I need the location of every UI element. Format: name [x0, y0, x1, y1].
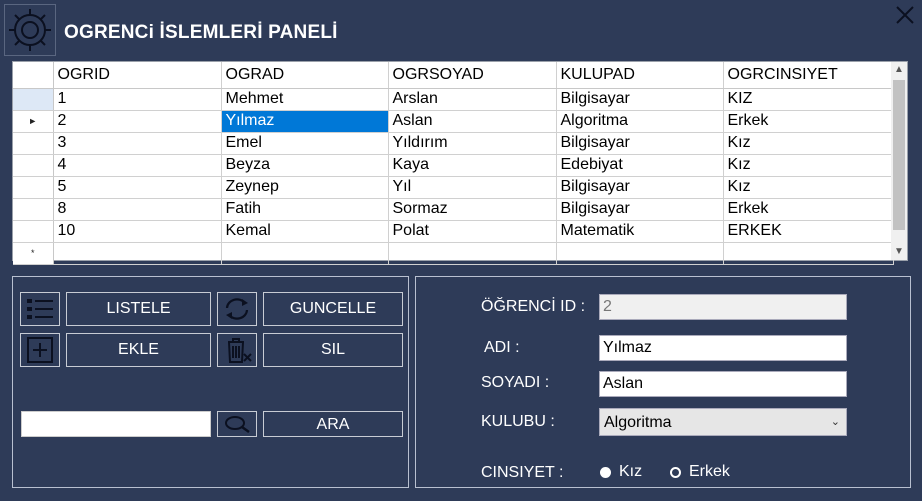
table-cell[interactable]: 10 [53, 220, 221, 242]
table-cell[interactable]: Kız [723, 154, 893, 176]
close-icon[interactable] [894, 4, 916, 26]
row-header[interactable] [13, 154, 53, 176]
search-input[interactable] [21, 411, 211, 437]
scrollbar-thumb[interactable] [893, 80, 905, 230]
club-label: KULUBU : [481, 413, 555, 430]
gender-radio-female[interactable] [600, 463, 642, 481]
delete-button[interactable]: SIL [263, 333, 403, 367]
row-header[interactable] [13, 176, 53, 198]
students-data-grid[interactable] [12, 61, 908, 261]
table-cell[interactable]: 1 [53, 88, 221, 110]
table-cell[interactable] [53, 242, 221, 264]
table-cell[interactable]: Matematik [556, 220, 723, 242]
table-cell[interactable]: Kız [723, 132, 893, 154]
app-logo-gear-icon [4, 4, 56, 56]
refresh-icon[interactable] [217, 292, 257, 326]
table-cell-selected[interactable]: Yılmaz [221, 110, 388, 132]
table-cell[interactable]: Mehmet [221, 88, 388, 110]
table-cell[interactable]: ERKEK [723, 220, 893, 242]
gender-label: CINSIYET : [481, 464, 564, 481]
table-cell[interactable]: KIZ [723, 88, 893, 110]
list-button[interactable]: LISTELE [66, 292, 211, 326]
table-cell[interactable]: Sormaz [388, 198, 556, 220]
student-id-label: ÖĞRENCİ ID : [481, 298, 586, 315]
gender-option-male-label: Erkek [689, 463, 730, 480]
new-row[interactable] [13, 242, 893, 264]
row-header[interactable] [13, 242, 53, 264]
table-cell[interactable]: 2 [53, 110, 221, 132]
table-cell[interactable]: 5 [53, 176, 221, 198]
table-cell[interactable] [556, 242, 723, 264]
table-cell[interactable]: Erkek [723, 110, 893, 132]
update-button[interactable]: GUNCELLE [263, 292, 403, 326]
table-cell[interactable]: Yıldırım [388, 132, 556, 154]
scroll-down-icon[interactable]: ▼ [894, 246, 904, 257]
table-cell[interactable]: Yıl [388, 176, 556, 198]
table-cell[interactable]: Beyza [221, 154, 388, 176]
table-cell[interactable]: Emel [221, 132, 388, 154]
row-header[interactable] [13, 220, 53, 242]
column-header-ograd[interactable]: OGRAD [221, 62, 388, 88]
table-cell[interactable]: 8 [53, 198, 221, 220]
table-cell[interactable]: Zeynep [221, 176, 388, 198]
row-header[interactable] [13, 198, 53, 220]
table-cell[interactable]: Fatih [221, 198, 388, 220]
row-header-corner [13, 62, 53, 88]
column-header-ogrid[interactable]: OGRID [53, 62, 221, 88]
club-select-value: Algoritma [604, 414, 672, 431]
add-icon[interactable] [20, 333, 60, 367]
table-cell[interactable]: Algoritma [556, 110, 723, 132]
table-cell[interactable]: Bilgisayar [556, 176, 723, 198]
new-row-marker-icon: * [30, 248, 35, 258]
vertical-scrollbar[interactable] [891, 62, 907, 260]
surname-field[interactable]: Aslan [599, 371, 847, 397]
table-cell[interactable] [221, 242, 388, 264]
table-row[interactable] [13, 176, 893, 198]
table-cell[interactable]: Erkek [723, 198, 893, 220]
table-row[interactable] [13, 132, 893, 154]
column-header-kulupad[interactable]: KULUPAD [556, 62, 723, 88]
club-select[interactable] [599, 408, 847, 436]
list-icon[interactable] [20, 292, 60, 326]
table-cell[interactable]: Bilgisayar [556, 132, 723, 154]
current-row-indicator-icon: ► [28, 116, 38, 126]
table-cell[interactable] [388, 242, 556, 264]
table-cell[interactable]: 4 [53, 154, 221, 176]
surname-label: SOYADI : [481, 374, 550, 391]
name-field[interactable]: Yılmaz [599, 335, 847, 361]
table-row[interactable] [13, 220, 893, 242]
table-cell[interactable]: Kız [723, 176, 893, 198]
table-cell[interactable] [723, 242, 893, 264]
search-icon[interactable] [217, 411, 257, 437]
table-cell[interactable]: Arslan [388, 88, 556, 110]
table-cell[interactable]: Aslan [388, 110, 556, 132]
table-cell[interactable]: Kemal [221, 220, 388, 242]
row-header[interactable] [13, 132, 53, 154]
table-cell[interactable]: Polat [388, 220, 556, 242]
table-row[interactable] [13, 154, 893, 176]
search-button[interactable]: ARA [263, 411, 403, 437]
column-header-ogrcinsiyet[interactable]: OGRCINSIYET [723, 62, 893, 88]
name-label: ADI : [484, 339, 520, 356]
chevron-down-icon: ⌄ [830, 416, 840, 428]
radio-unselected-icon [670, 467, 681, 478]
table-row[interactable] [13, 88, 893, 110]
table-row[interactable] [13, 110, 893, 132]
delete-trash-icon[interactable] [217, 333, 257, 367]
column-header-ogrsoyad[interactable]: OGRSOYAD [388, 62, 556, 88]
student-id-field: 2 [599, 294, 847, 320]
row-header[interactable] [13, 88, 53, 110]
table-cell[interactable]: Bilgisayar [556, 88, 723, 110]
table-cell[interactable]: Bilgisayar [556, 198, 723, 220]
table-cell[interactable]: 3 [53, 132, 221, 154]
page-title: OGRENCi İSLEMLERİ PANELİ [64, 22, 338, 43]
radio-selected-icon [600, 467, 611, 478]
add-button[interactable]: EKLE [66, 333, 211, 367]
table-row[interactable] [13, 198, 893, 220]
table-cell[interactable]: Edebiyat [556, 154, 723, 176]
table-cell[interactable]: Kaya [388, 154, 556, 176]
gender-radio-male[interactable] [670, 463, 730, 481]
gender-option-female-label: Kız [619, 463, 643, 480]
scroll-up-icon[interactable]: ▲ [894, 64, 904, 75]
row-header[interactable] [13, 110, 53, 132]
